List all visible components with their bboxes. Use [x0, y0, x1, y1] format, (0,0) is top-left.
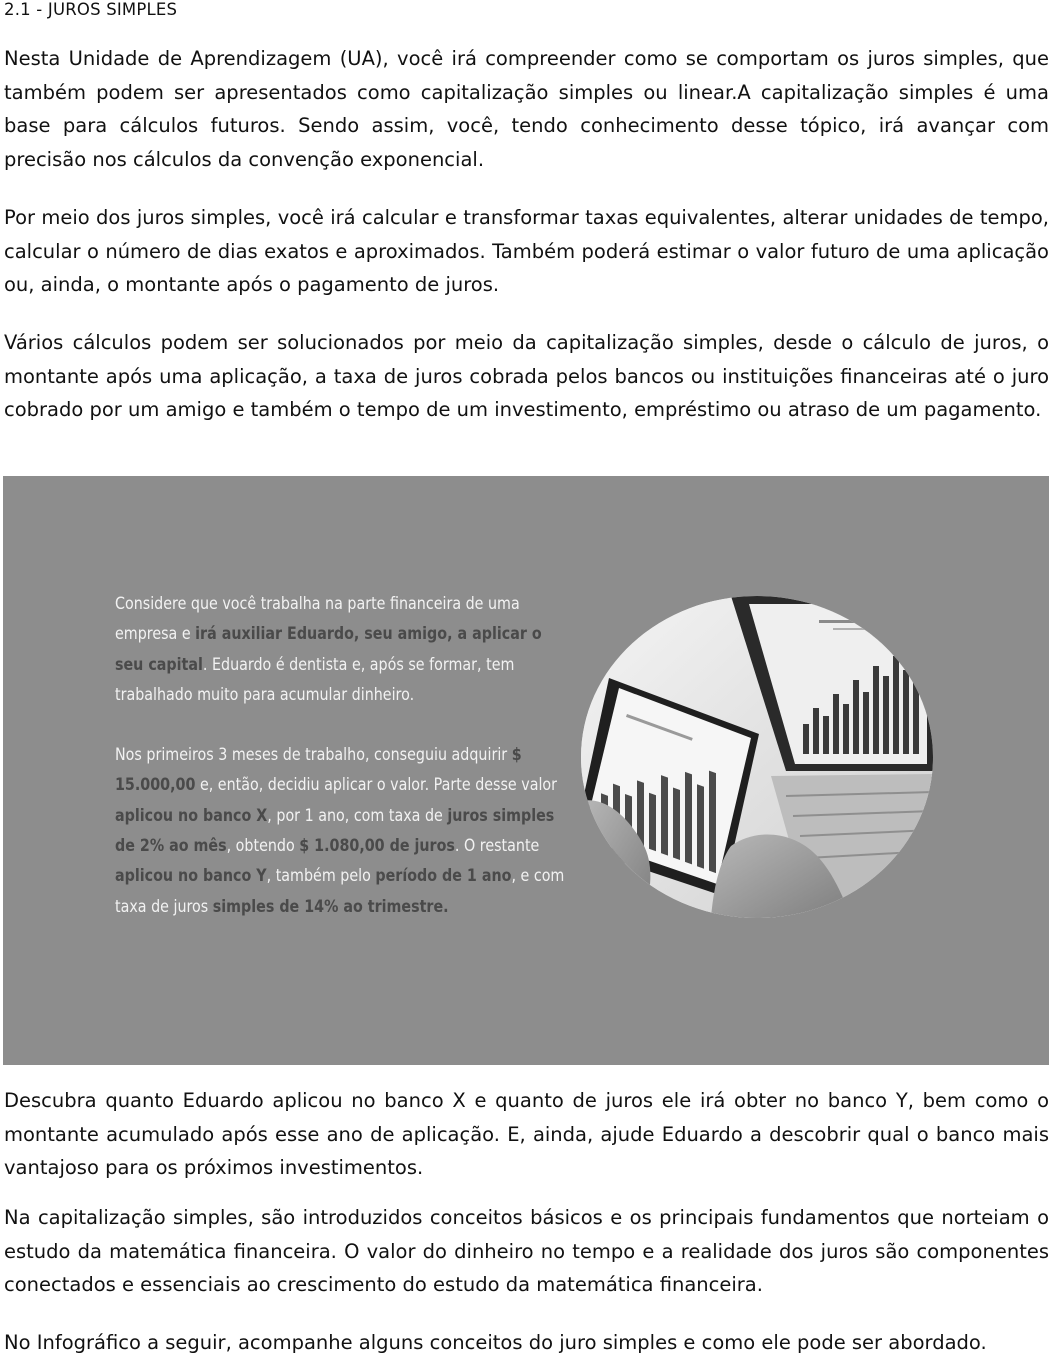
- case-text-segment: , por 1 ano, com taxa de: [267, 805, 448, 826]
- intro-paragraph-2: Por meio dos juros simples, você irá calcular e transformar taxas equivalentes, alterar unidades de tempo, calcular o número de dias exatos e aproximados. Também poderá estimar o valor futuro de uma aplicação ou, ainda, o montante após o pagamento de juros.: [4, 206, 1049, 296]
- case-highlight: aplicou no banco Y: [115, 866, 267, 887]
- case-highlight: período de 1 ano: [375, 866, 512, 887]
- case-highlight: aplicou no banco X: [115, 805, 268, 826]
- case-text-segment: . O restante: [454, 836, 540, 857]
- case-text-segment: , também pelo: [266, 866, 376, 887]
- case-highlight: simples de 14% ao trimestre.: [212, 896, 449, 917]
- case-highlight: juros simples de 2% ao mês: [115, 805, 555, 857]
- tablet-laptop-chart-photo: [581, 596, 933, 918]
- case-study-paragraph-1: [115, 589, 569, 710]
- case-study-paragraph-2: [115, 740, 569, 922]
- case-text-segment: . Eduardo é dentista e, após se formar, tem trabalhado muito para acumular dinheiro.: [115, 654, 515, 705]
- case-highlight: $ 1.080,00 de juros: [299, 836, 455, 857]
- case-highlight: irá auxiliar Eduardo, seu amigo, a aplicar o seu capital: [115, 624, 542, 675]
- outro-paragraph-1: Descubra quanto Eduardo aplicou no banco X e quanto de juros ele irá obter no banco Y, bem como o montante acumulado após esse ano de aplicação. E, ainda, ajude Eduardo a descobrir qual o banco mais vantajoso para os próximos investimentos.: [4, 1089, 1049, 1179]
- case-text-segment: , obtendo: [226, 836, 300, 857]
- case-text-segment: e, então, decidiu aplicar o valor. Parte desse valor: [195, 775, 558, 796]
- case-highlight: $ 15.000,00: [115, 745, 522, 796]
- case-study-text: [115, 589, 569, 952]
- section-title: 2.1 - JUROS SIMPLES: [4, 0, 178, 19]
- case-text-segment: Nos primeiros 3 meses de trabalho, conseguiu adquirir: [115, 745, 512, 766]
- case-study-banner: [3, 476, 1049, 1065]
- intro-paragraph-3: Vários cálculos podem ser solucionados por meio da capitalização simples, desde o cálculo de juros, o montante após uma aplicação, a taxa de juros cobrada pelos bancos ou instituições financeiras até o juro cobrado por um amigo e também o tempo de um investimento, empréstimo ou atraso de um pagamento.: [4, 331, 1049, 421]
- outro-paragraph-2: Na capitalização simples, são introduzidos conceitos básicos e os principais fundamentos que norteiam o estudo da matemática financeira. O valor do dinheiro no tempo e a realidade dos juros são componentes conectados e essenciais ao crescimento do estudo da matemática financeira.: [4, 1206, 1049, 1296]
- outro-paragraph-3: No Infográfico a seguir, acompanhe alguns conceitos do juro simples e como ele pode ser abordado.: [4, 1331, 987, 1354]
- case-text-segment: , e com taxa de juros: [115, 866, 565, 917]
- intro-paragraph-1: Nesta Unidade de Aprendizagem (UA), você irá compreender como se comportam os juros simples, que também podem ser apresentados como capitalização simples ou linear.A capitalização simples é uma base para cálculos futuros. Sendo assim, você, tendo conhecimento desse tópico, irá avançar com precisão nos cálculos da convenção exponencial.: [4, 47, 1049, 171]
- case-text-segment: Considere que você trabalha na parte financeira de uma empresa e: [115, 594, 520, 645]
